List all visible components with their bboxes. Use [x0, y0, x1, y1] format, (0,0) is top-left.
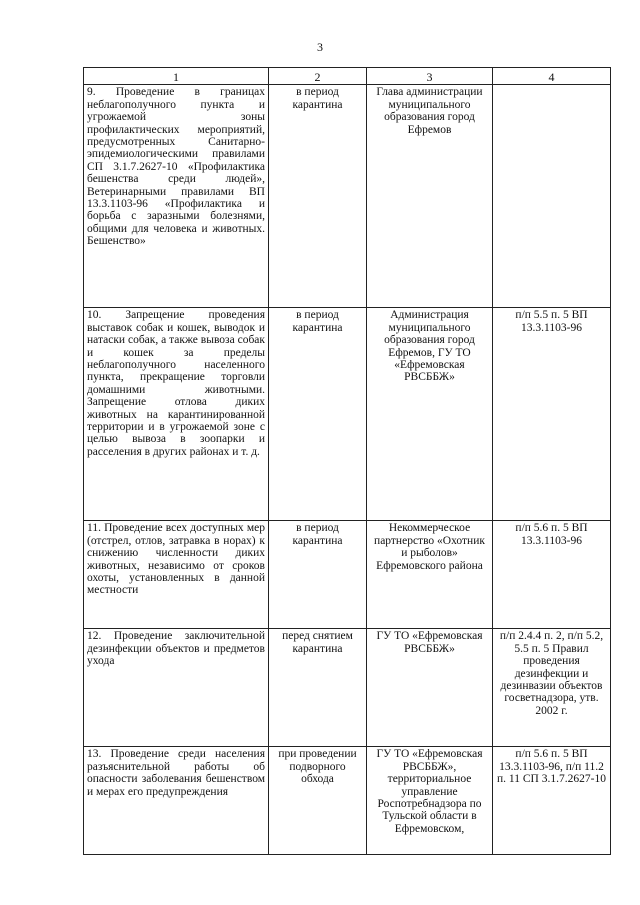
table-row: [84, 85, 611, 308]
executor-cell: ГУ ТО «Ефремовская РВСББЖ»: [367, 629, 493, 747]
measure-cell: 10. Запрещение проведения выставок собак и кошек, выводок и натаски собак, а также вывоза собак и кошек за пределы неблагополучного населенного пункта, прекращение торговли домашними животными. Запрещение отлова диких животных на карантинированной территории и в угрожаемой зоне с целью вывоза в зоопарки и расселения в других районах и т. д.: [84, 308, 269, 521]
term-cell: при проведении подворного обхода: [269, 747, 367, 855]
table-row: [84, 629, 611, 747]
measure-cell: 9. Проведение в границах неблагополучного пункта и угрожаемой зоны профилактических мероприятий, предусмотренных Санитарно-эпидемиологическими правилами СП 3.1.7.2627-10 «Профилактика бешенства среди людей», Ветеринарными правилами ВП 13.3.1103-96 «Профилактика и борьба с заразными болезнями, общими для человека и животных. Бешенство»: [84, 85, 269, 308]
term-cell: в период карантина: [269, 308, 367, 521]
table-row: [84, 747, 611, 855]
table-row: [84, 308, 611, 521]
column-header-2: 2: [269, 68, 367, 85]
executor-cell: Глава администрации муниципального образования город Ефремов: [367, 85, 493, 308]
executor-cell: Некоммерческое партнерство «Охотник и рыболов» Ефремовского района: [367, 521, 493, 629]
measure-cell: 11. Проведение всех доступных мер (отстрел, отлов, затравка в норах) к снижению численности диких животных, независимо от сроков охоты, установленных в данной местности: [84, 521, 269, 629]
column-header-3: 3: [367, 68, 493, 85]
basis-cell: п/п 5.5 п. 5 ВП 13.3.1103-96: [493, 308, 611, 521]
page-number: 3: [317, 40, 323, 54]
basis-cell: п/п 2.4.4 п. 2, п/п 5.2, 5.5 п. 5 Правил проведения дезинфекции и дезинвазии объектов госветнадзора, утв. 2002 г.: [493, 629, 611, 747]
basis-cell: п/п 5.6 п. 5 ВП 13.3.1103-96, п/п 11.2 п. 11 СП 3.1.7.2627-10: [493, 747, 611, 855]
term-cell: в период карантина: [269, 521, 367, 629]
executor-cell: Администрация муниципального образования город Ефремов, ГУ ТО «Ефремовская РВСББЖ»: [367, 308, 493, 521]
measures-table: [83, 67, 611, 855]
table-header-row: [84, 68, 611, 85]
column-header-4: 4: [493, 68, 611, 85]
measure-cell: 12. Проведение заключительной дезинфекции объектов и предметов ухода: [84, 629, 269, 747]
measure-cell: 13. Проведение среди населения разъяснительной работы об опасности заболевания бешенством и мерах его предупреждения: [84, 747, 269, 855]
basis-cell: [493, 85, 611, 308]
term-cell: в период карантина: [269, 85, 367, 308]
table-row: [84, 521, 611, 629]
executor-cell: ГУ ТО «Ефремовская РВСББЖ», территориальное управление Роспотребнадзора по Тульской области в Ефремовском,: [367, 747, 493, 855]
column-header-1: 1: [84, 68, 269, 85]
term-cell: перед снятием карантина: [269, 629, 367, 747]
basis-cell: п/п 5.6 п. 5 ВП 13.3.1103-96: [493, 521, 611, 629]
